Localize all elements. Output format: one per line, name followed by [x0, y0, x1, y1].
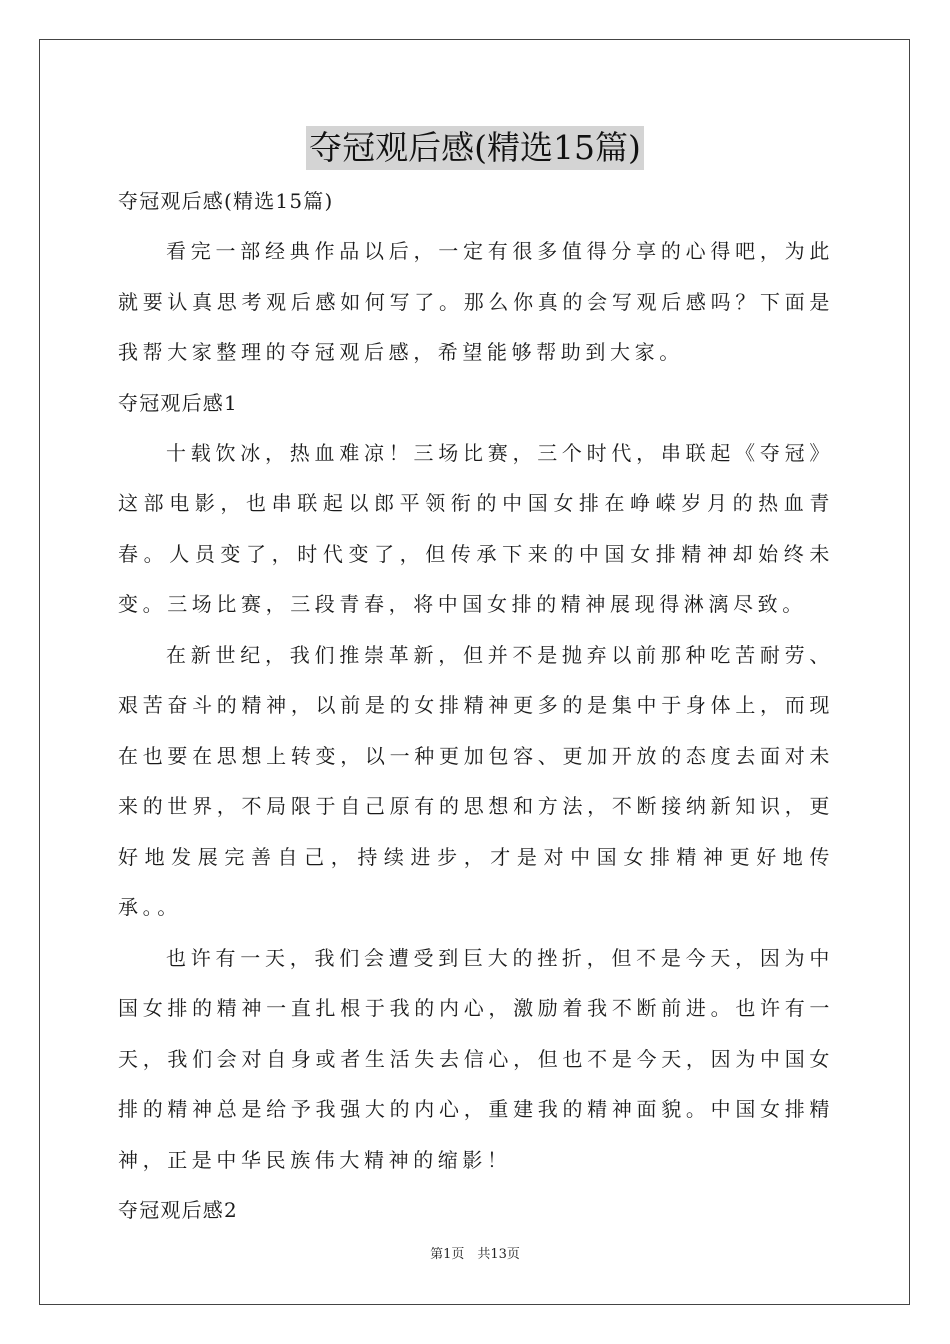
section-1-paragraph-1: 十载饮冰，热血难凉！三场比赛，三个时代，串联起《夺冠》这部电影，也串联起以郎平领衔的中国女排在峥嵘岁月的热血青春。人员变了，时代变了，但传承下来的中国女排精神却始终未变。三场比赛，三段青春，将中国女排的精神展现得淋漓尽致。 — [118, 440, 834, 616]
document-title-wrapper — [0, 126, 950, 170]
section-1-paragraph-3: 也许有一天，我们会遭受到巨大的挫折，但不是今天，因为中国女排的精神一直扎根于我的内心，激励着我不断前进。也许有一天，我们会对自身或者生活失去信心，但也不是今天，因为中国女排的精神总是给予我强大的内心，重建我的精神面貌。中国女排精神，正是中华民族伟大精神的缩影！ — [118, 945, 834, 1172]
section-1-paragraph-2: 在新世纪，我们推崇革新，但并不是抛弃以前那种吃苦耐劳、艰苦奋斗的精神，以前是的女排精神更多的是集中于身体上，而现在也要在思想上转变，以一种更加包容、更加开放的态度去面对未来的世界，不局限于自己原有的思想和方法，不断接纳新知识，更好地发展完善自己，持续进步，才是对中国女排精神更好地传承。。 — [118, 642, 834, 919]
section-heading-1: 夺冠观后感1 — [118, 390, 238, 415]
document-subtitle: 夺冠观后感(精选15篇) — [118, 189, 334, 213]
page-footer — [0, 1247, 950, 1263]
section-heading-2: 夺冠观后感2 — [118, 1198, 238, 1222]
page-number: 第1页 共13页 — [430, 1247, 520, 1262]
document-body — [118, 176, 834, 1235]
document-title: 夺冠观后感(精选15篇) — [306, 126, 644, 170]
intro-paragraph: 看完一部经典作品以后，一定有很多值得分享的心得吧，为此就要认真思考观后感如何写了。那么你真的会写观后感吗？下面是我帮大家整理的夺冠观后感，希望能够帮助到大家。 — [118, 239, 834, 364]
